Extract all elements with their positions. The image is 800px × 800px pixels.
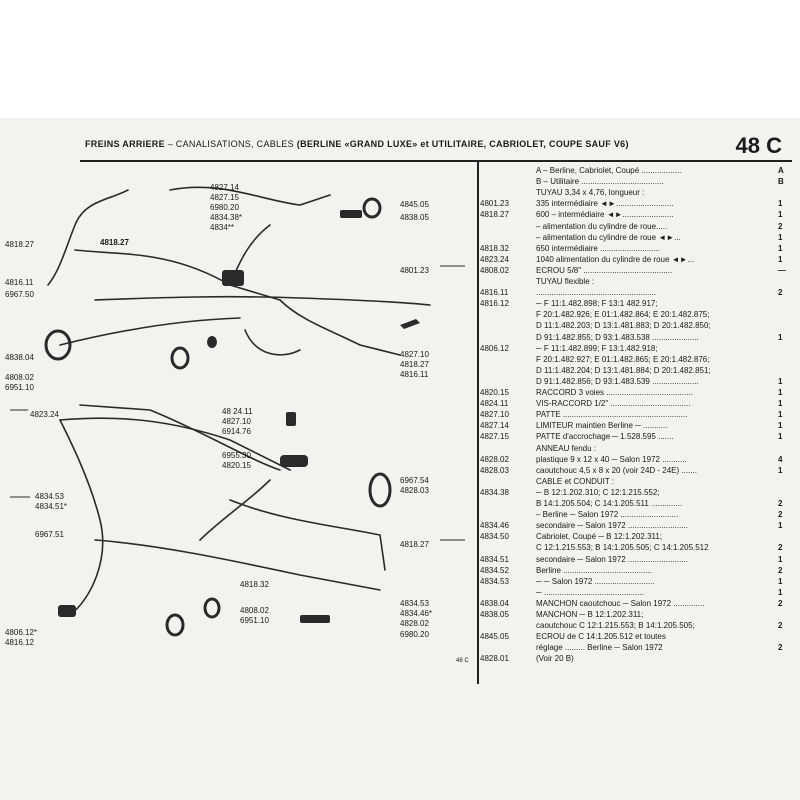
part-description: secondaire ─ Salon 1972 ........................... [536, 521, 688, 531]
part-quantity: — [778, 265, 786, 275]
part-ref: 4834.50 [480, 532, 509, 542]
manchon-component [46, 331, 70, 359]
part-ref: 4824.11 [480, 399, 509, 409]
part-ref: 4827.14 [480, 421, 509, 431]
ecrou-reglage [364, 199, 380, 217]
part-ref-label: 4834.53 [35, 492, 64, 501]
cable-bottom-long [95, 540, 380, 590]
part-description: D 91:1.482.855; D 93:1.483.538 ..................... [536, 332, 699, 342]
part-ref-label: 4818.27 [400, 360, 429, 369]
part-quantity: 2 [778, 543, 783, 553]
part-quantity: 1 [778, 254, 783, 264]
ring-bottom [205, 599, 219, 617]
patte-clip [400, 319, 420, 329]
part-ref-label: 6980.20 [400, 630, 429, 639]
raccord-3-voies [222, 270, 244, 286]
cable-bottom-right [230, 500, 385, 570]
part-description: caoutchouc 4,5 x 8 x 20 (voir 24D - 24E) ....... [536, 465, 697, 475]
cap-bottom [167, 615, 183, 635]
part-ref: 4834.52 [480, 565, 509, 575]
part-ref: 4845.05 [480, 632, 509, 642]
part-quantity: 2 [778, 499, 783, 508]
part-description: ANNEAU fendu : [536, 443, 597, 453]
anneau-plastique [172, 348, 188, 368]
part-quantity: 1 [778, 432, 783, 442]
part-ref-label: 6980.20 [210, 203, 239, 212]
part-quantity: 1 [778, 243, 783, 253]
part-description: TUYAU flexible : [536, 277, 595, 286]
part-description: – alimentation du cylindre de roue..... [536, 221, 668, 231]
part-ref: 4801.23 [480, 199, 509, 209]
part-ref-label: 4845.05 [400, 200, 429, 209]
part-description: CABLE et CONDUIT : [536, 476, 615, 486]
part-ref: 4827.15 [480, 432, 509, 442]
part-ref-label: 6967.51 [35, 530, 64, 539]
part-description: (Voir 20 B) [536, 654, 574, 664]
part-description: 600 – intermédiaire ◄►....................... [536, 210, 674, 220]
pipe-curve [245, 330, 300, 355]
part-ref-label: 4834.53 [400, 599, 429, 608]
part-description: réglage ......... Berline ─ Salon 1972 [536, 643, 663, 653]
part-ref: 4834.51 [480, 554, 509, 564]
part-description: ─ F 11:1.482.899; F 13:1.482.918; [536, 343, 658, 353]
part-description: secondaire ─ Salon 1972 ........................... [536, 554, 688, 564]
upper-pipe-right [170, 187, 330, 205]
part-ref-label: 4834.38* [210, 213, 243, 222]
part-ref-label: 4806.12* [5, 628, 38, 637]
part-ref-label: 4808.02 [5, 373, 34, 382]
pipe-to-wheel [280, 300, 400, 355]
part-description: MANCHON ─ B 12:1.202.311; [536, 610, 644, 619]
part-description: 335 intermédiaire ◄►.......................... [536, 199, 674, 209]
part-ref-label: 4834** [210, 223, 235, 232]
part-description: ─ ............................................. [536, 587, 644, 597]
part-ref-label: 4816.11 [5, 278, 34, 287]
part-quantity: 1 [778, 399, 783, 409]
part-ref: 4828.03 [480, 465, 509, 475]
part-quantity: 2 [778, 221, 783, 231]
part-description: D 11:1.482.203; D 13:1.481.883; D 20:1.482.850; [536, 321, 711, 331]
part-description: ECROU 5/8" ........................................ [536, 265, 673, 275]
parts-list [480, 166, 795, 686]
part-ref-label: 4801.23 [400, 266, 429, 275]
cable-top [95, 297, 430, 305]
part-ref-label: 4820.15 [222, 461, 251, 470]
part-ref: 4828.02 [480, 454, 509, 464]
part-ref-label: 4816.11 [400, 370, 429, 379]
part-ref-label: 6951.10 [240, 616, 269, 625]
part-ref-label: 4827.15 [210, 193, 239, 202]
part-description: VIS-RACCORD 1/2" .................................... [536, 399, 691, 409]
part-description: – Berline ─ Salon 1972 .......................... [536, 510, 679, 520]
part-description: ...................................................... [536, 288, 657, 298]
part-quantity: 1 [778, 232, 783, 242]
part-description: – alimentation du cylindre de roue ◄►... [536, 232, 681, 242]
part-quantity: 2 [778, 565, 783, 575]
part-ref-label: 6967.54 [400, 476, 429, 485]
column-divider [477, 162, 479, 684]
vis-raccord [286, 412, 296, 426]
part-quantity: 2 [778, 643, 783, 653]
part-quantity: B [778, 177, 784, 187]
part-description: B 14:1.205.504; C 14:1.205.511 .............. [536, 499, 683, 508]
part-ref: 4834.38 [480, 487, 509, 497]
part-ref-label: 4828.02 [400, 619, 429, 628]
part-quantity: 1 [778, 521, 783, 531]
part-ref-label: 4816.12 [5, 638, 34, 647]
end-fitting-left [58, 605, 76, 617]
part-quantity: 1 [778, 554, 783, 564]
part-quantity: 1 [778, 465, 783, 475]
part-description: ─ F 11:1.482.898; F 13:1 482.917; [536, 299, 658, 309]
part-ref-label: 6955.30 [222, 451, 251, 460]
bottom-manchon [370, 474, 390, 506]
section-title: FREINS ARRIERE [85, 139, 165, 149]
part-quantity: 1 [778, 587, 783, 597]
part-quantity: 2 [778, 510, 783, 520]
part-ref: 4816.11 [480, 288, 509, 298]
clamp-bottom [300, 615, 330, 623]
part-description: TUYAU 3,34 x 4,76, longueur : [536, 188, 645, 198]
part-description: plastique 9 x 12 x 40 ─ Salon 1972 ........... [536, 454, 687, 464]
ecrou-5-8 [207, 336, 217, 348]
part-description: LIMITEUR maintien Berline ─ ........... [536, 421, 668, 431]
part-description: 1040 alimentation du cylindre de roue ◄►... [536, 254, 695, 264]
part-quantity: 1 [778, 332, 783, 342]
part-description: PATTE d'accrochage ─ 1.528.595 ....... [536, 432, 674, 442]
part-ref: 4808.02 [480, 265, 509, 275]
part-ref-label: 4838.05 [400, 213, 429, 222]
part-ref: 4828.01 [480, 654, 509, 664]
part-ref: 4834.53 [480, 576, 509, 586]
part-ref-label: 6914.76 [222, 427, 251, 436]
part-quantity: 1 [778, 210, 783, 220]
page-title [85, 139, 629, 149]
part-ref: 4838.04 [480, 598, 509, 608]
part-description: RACCORD 3 voies ....................................... [536, 388, 693, 397]
part-quantity: 1 [778, 576, 783, 586]
cable-end [340, 210, 362, 218]
cable-bottom-main [60, 420, 103, 615]
part-ref-label: 4808.02 [240, 606, 269, 615]
part-ref-label: 4827.10 [400, 350, 429, 359]
part-description: Berline ........................................ [536, 565, 653, 575]
part-quantity: 1 [778, 421, 783, 431]
part-quantity: 2 [778, 288, 783, 298]
part-description: caoutchouc C 12:1.215.553; B 14:1.205.505; [536, 621, 695, 631]
part-quantity: 2 [778, 621, 783, 631]
pipe-top-main [75, 250, 280, 300]
part-description: F 20:1.482.927; E 01:1.482.865; E 20:1.482.876; [536, 354, 710, 364]
part-quantity: 1 [778, 388, 783, 397]
part-description: ─ B 12:1.202.310; C 12:1.215.552; [536, 487, 660, 497]
part-ref-label: 4823.24 [30, 410, 59, 419]
part-ref-label: 4834.46* [400, 609, 433, 618]
part-description: ─ ─ Salon 1972 ........................... [536, 576, 655, 586]
part-ref: 4827.10 [480, 410, 509, 420]
footer-mark: 48 C [456, 658, 469, 664]
part-ref-label: 6967.50 [5, 290, 34, 299]
part-ref-label: 4818.32 [240, 580, 269, 589]
part-quantity: 1 [778, 199, 783, 209]
part-ref: 4806.12 [480, 343, 509, 353]
part-ref: 4820.15 [480, 388, 509, 397]
part-quantity: 2 [778, 598, 783, 608]
part-quantity: A [778, 166, 784, 175]
part-ref-label: 6951.10 [5, 383, 34, 392]
part-ref: 4816.12 [480, 299, 509, 309]
part-description: B – Utilitaire ..................................... [536, 177, 664, 187]
part-ref-label: 4827.10 [222, 417, 251, 426]
part-description: ECROU de C 14:1.205.512 et toutes [536, 632, 666, 642]
part-ref-label: 4818.27 [100, 238, 129, 247]
part-ref: 4818.32 [480, 243, 509, 253]
part-quantity: 1 [778, 410, 783, 420]
part-ref: 4818.27 [480, 210, 509, 220]
part-description: D 11:1.482.204; D 13:1.481.884; D 20:1.482.851; [536, 365, 711, 375]
part-description: MANCHON caoutchouc ─ Salon 1972 .............. [536, 598, 705, 608]
part-ref-label: 4827.14 [210, 183, 239, 192]
part-ref-label: 4834.51* [35, 502, 68, 511]
raccord-bottom [280, 455, 308, 467]
part-quantity: 4 [778, 454, 783, 464]
pipe-bottom-upper [60, 418, 290, 470]
part-ref: 4823.24 [480, 254, 509, 264]
part-quantity: 1 [778, 376, 783, 386]
part-description: C 12:1.215.553; B 14:1.205.505; C 14:1.205.512 [536, 543, 709, 553]
part-description: A – Berline, Cabriolet, Coupé .................. [536, 166, 682, 175]
part-description: Cabriolet, Coupé ─ B 12:1.202.311; [536, 532, 663, 542]
part-description: 650 intermédiaire ........................... [536, 243, 661, 253]
part-ref-label: 48 24.11 [222, 407, 253, 416]
part-description: PATTE ........................................................ [536, 410, 688, 420]
part-ref-label: 4828.03 [400, 486, 429, 495]
part-description: D 91:1.482.856; D 93:1.483.539 ..................... [536, 376, 699, 386]
section-subtitle: – CANALISATIONS, CABLES [167, 139, 294, 149]
part-ref-label: 4818.27 [5, 240, 34, 249]
part-ref: 4834.46 [480, 521, 509, 531]
section-scope: (BERLINE «GRAND LUXE» et UTILITAIRE, CABRIOLET, COUPE SAUF V6) [296, 139, 629, 149]
part-ref-label: 4818.27 [400, 540, 429, 549]
part-description: F 20:1.482.926; E 01:1.482.864; E 20:1.482.875; [536, 310, 710, 320]
part-ref-label: 4838.04 [5, 353, 34, 362]
page-number: 48 C [735, 133, 782, 158]
part-ref: 4838.05 [480, 610, 509, 619]
